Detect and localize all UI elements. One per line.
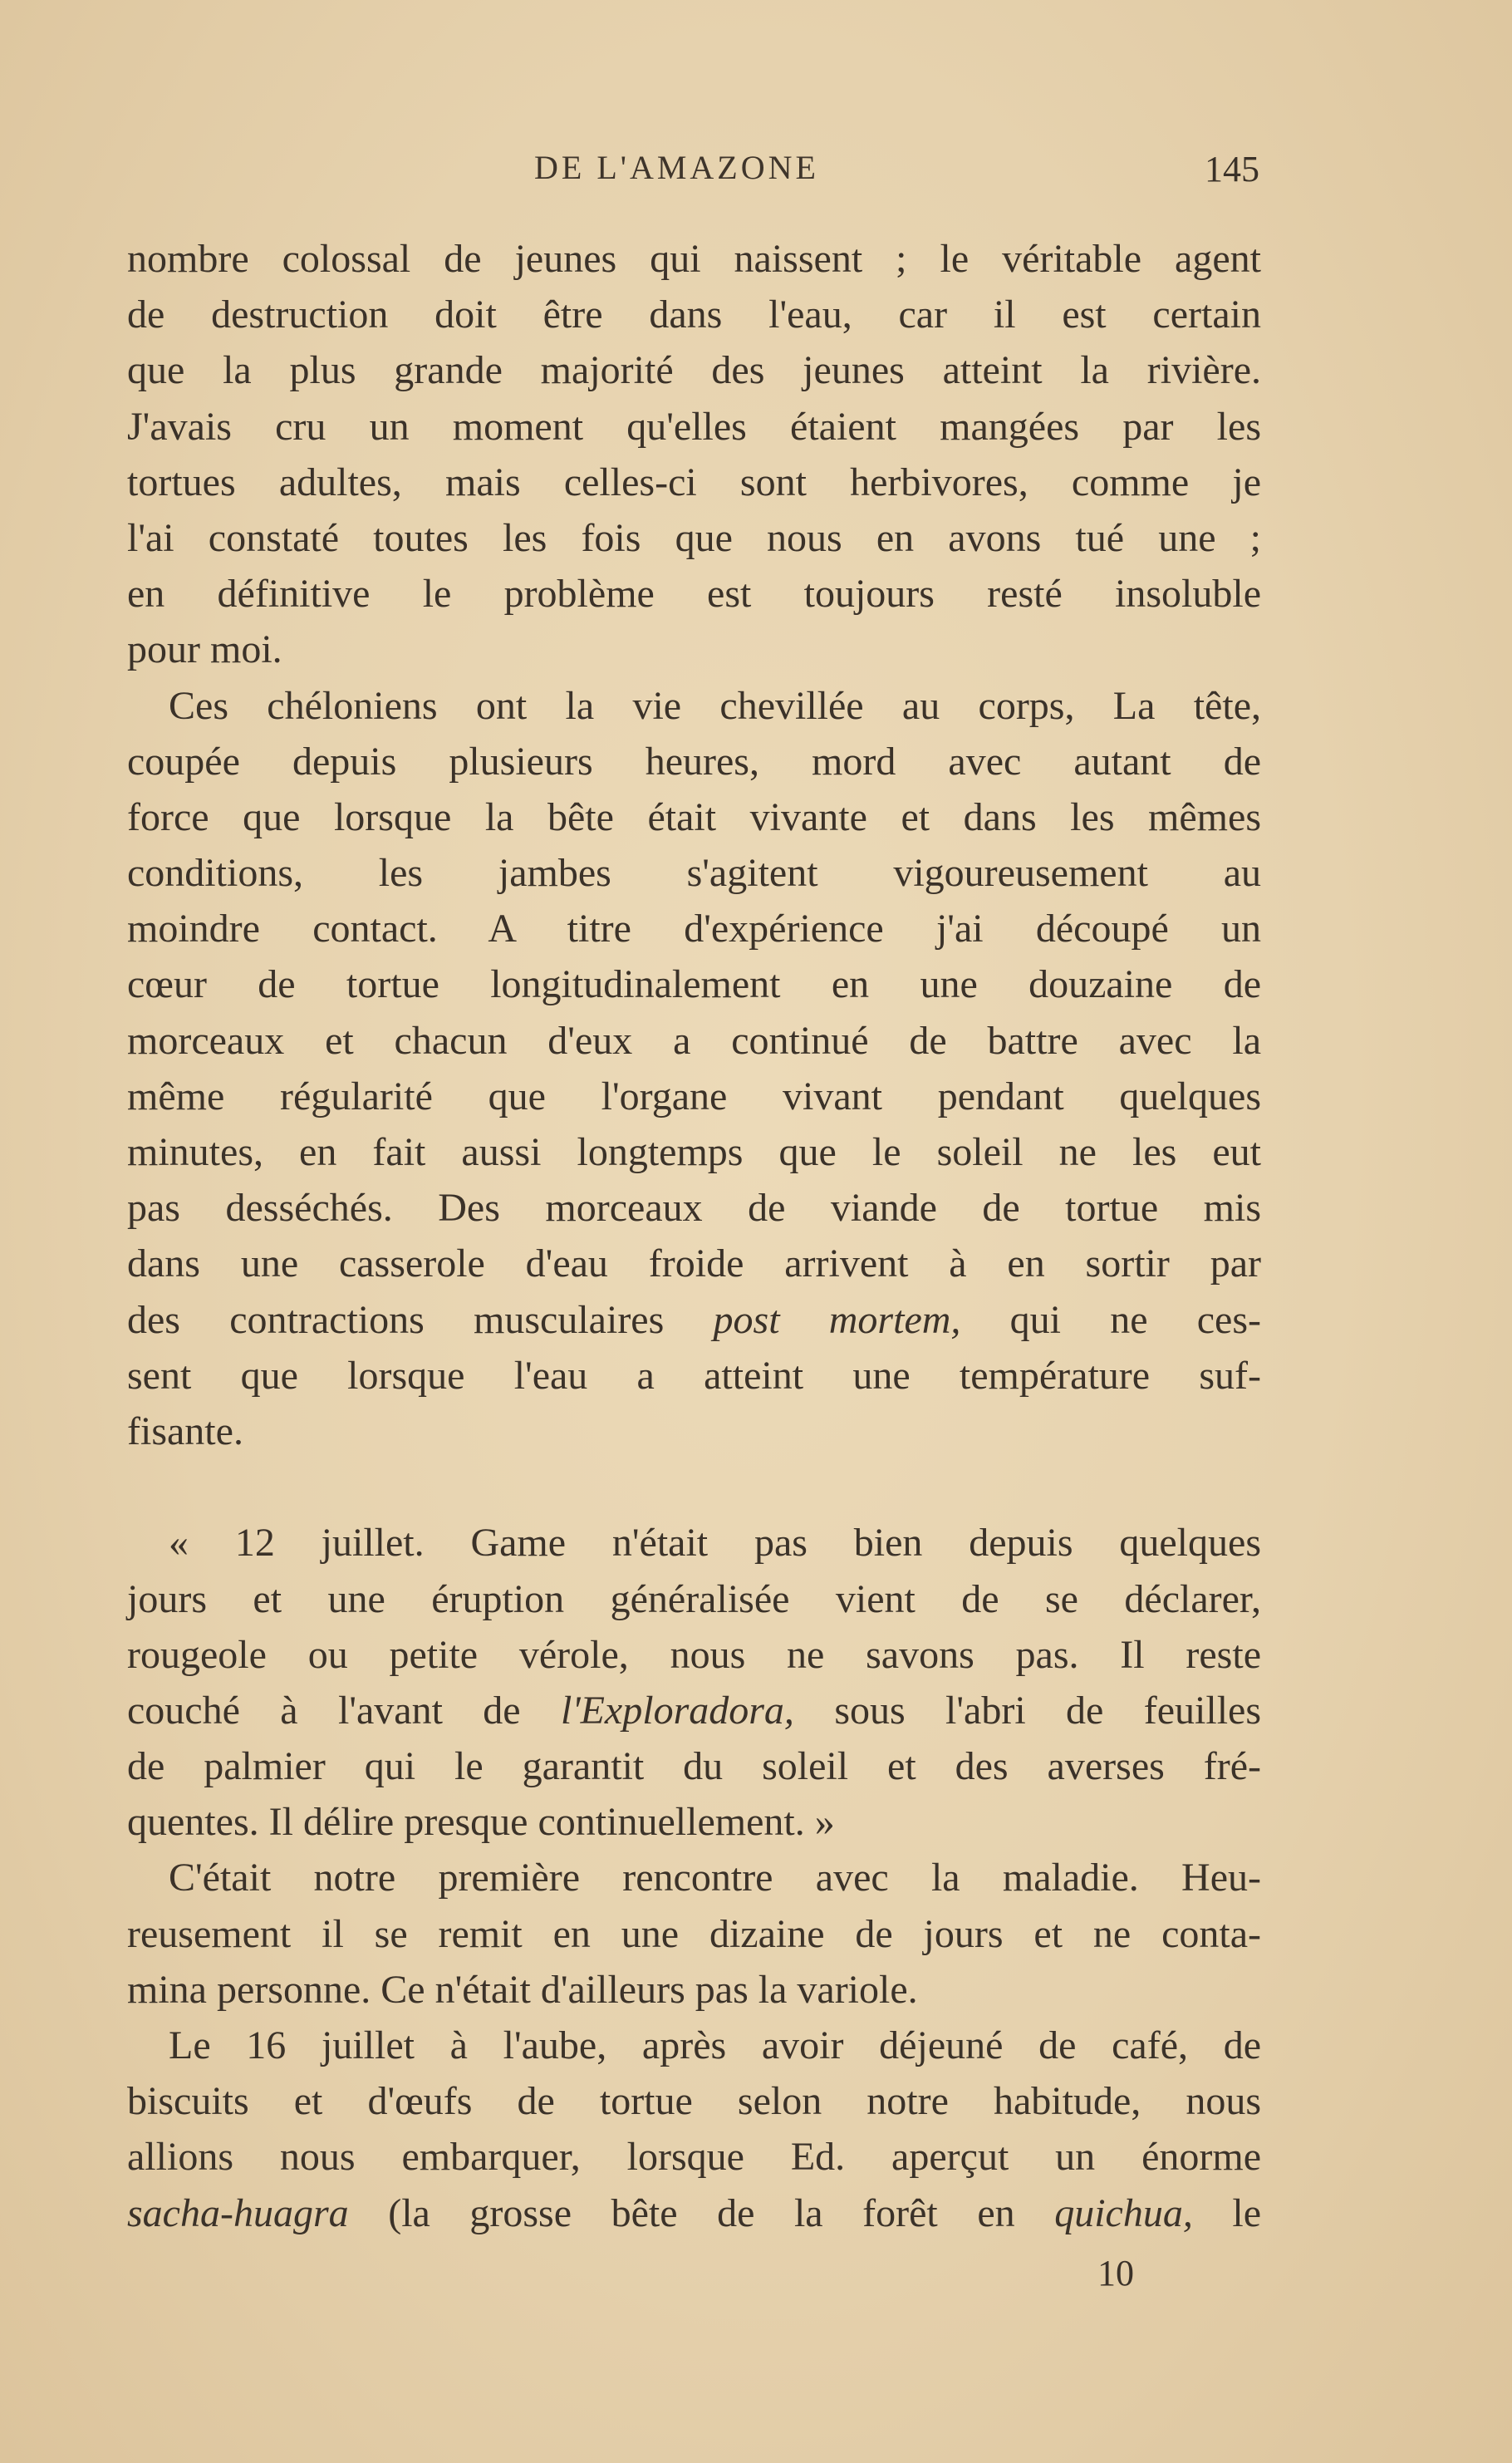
- signature-mark: 10: [1097, 2253, 1134, 2293]
- text-line: rougeole ou petite vérole, nous ne savons pas. Il reste: [127, 1632, 1261, 1677]
- text-line: reusement il se remit en une dizaine de jours et ne conta-: [127, 1911, 1261, 1956]
- text-line: [127, 1292, 1261, 1348]
- text-line: sent que lorsque l'eau a atteint une température suf-: [127, 1353, 1261, 1398]
- text-line: allions nous embarquer, lorsque Ed. aperçut un énorme: [127, 2135, 1261, 2180]
- text-line: force que lorsque la bête était vivante et dans les mêmes: [127, 794, 1261, 839]
- text-line: mina personne. Ce n'était d'ailleurs pas la variole.: [127, 1967, 918, 2012]
- body-text: [127, 231, 1261, 2241]
- italic-phrase: post mortem,: [713, 1297, 961, 1342]
- text-line: tortues adultes, mais celles-ci sont herbivores, comme je: [127, 460, 1261, 504]
- section-gap: [127, 1459, 1261, 1515]
- text-segment: couché à l'avant de: [127, 1688, 521, 1733]
- italic-phrase: sacha-huagra: [127, 2190, 349, 2235]
- running-head: [127, 148, 1259, 198]
- text-line: de palmier qui le garantit du soleil et des averses fré-: [127, 1744, 1261, 1789]
- text-line: même régularité que l'organe vivant pendant quelques: [127, 1074, 1261, 1118]
- text-segment: des contractions musculaires: [127, 1297, 665, 1342]
- text-line: quentes. Il délire presque continuellement. »: [127, 1800, 835, 1845]
- text-line: en définitive le problème est toujours resté insoluble: [127, 572, 1261, 617]
- text-line: J'avais cru un moment qu'elles étaient mangées par les: [127, 404, 1261, 449]
- text-line: fisante.: [127, 1408, 243, 1453]
- text-line: minutes, en fait aussi longtemps que le soleil ne les eut: [127, 1130, 1261, 1174]
- page-number: 145: [1205, 149, 1259, 189]
- text-line: jours et une éruption généralisée vient de se déclarer,: [127, 1576, 1261, 1621]
- text-line: moindre contact. A titre d'expérience j'ai découpé un: [127, 907, 1261, 951]
- text-line: l'ai constaté toutes les fois que nous en avons tué une ;: [127, 515, 1261, 560]
- running-title: DE L'AMAZONE: [534, 149, 819, 186]
- text-line: conditions, les jambes s'agitent vigoureusement au: [127, 851, 1261, 896]
- text-line: [127, 2185, 1261, 2241]
- text-line: Le 16 juillet à l'aube, après avoir déjeuné de café, de: [169, 2023, 1261, 2067]
- text-line: coupée depuis plusieurs heures, mord avec autant de: [127, 739, 1261, 784]
- text-segment: le: [1232, 2190, 1262, 2235]
- text-line: pour moi.: [127, 627, 282, 672]
- text-line: dans une casserole d'eau froide arrivent à en sortir par: [127, 1241, 1261, 1286]
- text-line: [127, 1683, 1261, 1738]
- text-line: nombre colossal de jeunes qui naissent ; le véritable agent: [127, 237, 1261, 281]
- text-line: biscuits et d'œufs de tortue selon notre habitude, nous: [127, 2079, 1261, 2124]
- text-segment: qui ne ces-: [1009, 1297, 1262, 1342]
- italic-phrase: quichua,: [1054, 2190, 1193, 2235]
- text-line: C'était notre première rencontre avec la maladie. Heu-: [169, 1856, 1261, 1900]
- text-line: Ces chéloniens ont la vie chevillée au corps, La tête,: [169, 683, 1261, 728]
- text-line: de destruction doit être dans l'eau, car il est certain: [127, 293, 1261, 337]
- italic-phrase: l'Exploradora,: [561, 1688, 794, 1733]
- text-line: cœur de tortue longitudinalement en une douzaine de: [127, 962, 1261, 1007]
- text-line: « 12 juillet. Game n'était pas bien depuis quelques: [169, 1521, 1261, 1566]
- text-line: pas desséchés. Des morceaux de viande de tortue mis: [127, 1186, 1261, 1231]
- text-segment: sous l'abri de feuilles: [834, 1688, 1262, 1733]
- text-line: que la plus grande majorité des jeunes atteint la rivière.: [127, 348, 1261, 393]
- text-line: morceaux et chacun d'eux a continué de battre avec la: [127, 1018, 1261, 1063]
- text-segment: (la grosse bête de la forêt en: [388, 2190, 1015, 2235]
